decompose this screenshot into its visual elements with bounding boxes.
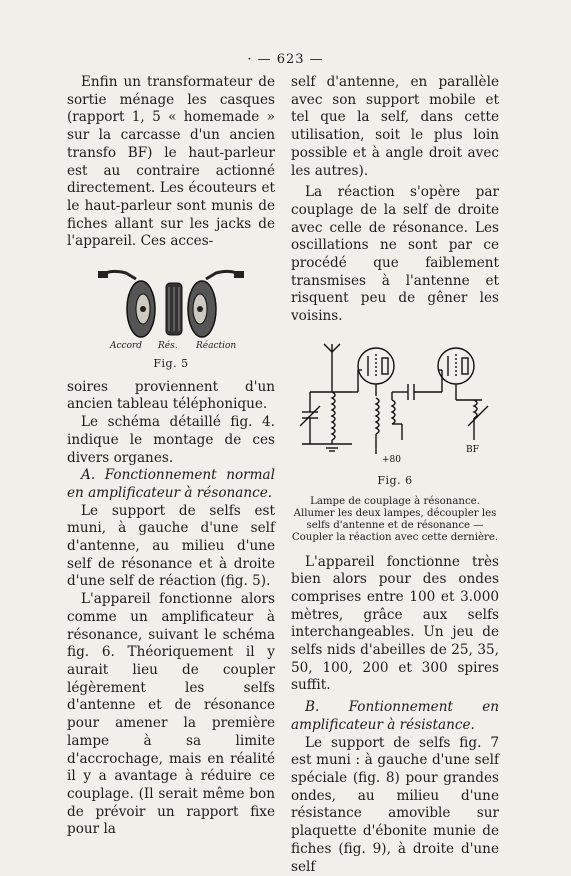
right-column [291, 74, 499, 876]
paragraph: Enfin un transformateur de sortie ménage les casques (rapport 1, 5 « homemade » sur la carcasse d'un ancien transfo BF) le haut-parleur est au contraire actionné directement. Les écouteurs et le haut-parleur sont munis de fiches allant sur les jacks de l'appareil. Ces acces- [67, 74, 275, 250]
caption-line: Allumer les deux lampes, découpler les selfs d'antenne et de résonance — [293, 507, 497, 531]
paragraph: soires proviennent d'un ancien tableau téléphonique. [67, 378, 275, 413]
left-column [67, 74, 275, 839]
page-number: · — 623 — [247, 52, 324, 67]
caption-line: Lampe de couplage à résonance. [310, 495, 480, 507]
fig5-label-reaction: Réaction [196, 341, 237, 352]
circuit-schematic [292, 340, 498, 468]
fig6-label-plus80: +80 [382, 454, 401, 465]
fig5-label-accord: Accord [110, 341, 143, 352]
paragraph: Le schéma détaillé fig. 4. indique le montage de ces divers organes. [67, 414, 275, 466]
section-heading: A. Fonctionnement normal en amplificateur à résonance. [67, 467, 275, 501]
paragraph: Le support de selfs fig. 7 est muni : à gauche d'une self spéciale (fig. 8) pour grandes ondes, au milieu d'une résistance amovible sur plaquette d'ébonite munie de fiches (fig. 9), à droite d'une self [291, 734, 499, 875]
paragraph: Le support de selfs est muni, à gauche d'une self d'antenne, au milieu d'une self de résonance et à droite d'une self de réaction (fig. 5). [67, 502, 275, 590]
figure-5 [67, 265, 275, 373]
caption-line: Coupler la réaction avec cette dernière. [291, 531, 499, 543]
coil-support-illustration [96, 265, 246, 351]
fig6-label-bf: BF [466, 444, 479, 455]
paragraph: L'appareil fonctionne alors comme un amplificateur à résonance, suivant le schéma fig. 6. Théoriquement il y aurait lieu de coupler légèrement les selfs d'antenne et de résonance pour amener la première lampe à sa limite d'accrochage, mais en réalité il y a avantage à réduire ce couplage. (Il serait même bon de prévoir un rapport fixe pour la [67, 591, 275, 838]
paragraph: L'appareil fonctionne très bien alors pour des ondes comprises entre 100 et 3.000 mètres, grâce aux selfs interchangeables. Un jeu de selfs nids d'abeilles de 25, 35, 50, 100, 200 et 300 spires suffit. [291, 553, 499, 694]
fig5-label-res: Rés. [158, 341, 178, 352]
figure-caption: Fig. 6 [377, 473, 413, 487]
paragraph: self d'antenne, en parallèle avec son support mobile et tel que la self, dans cette utilisation, soit le plus loin possible et à angle droit avec les autres). [291, 74, 499, 179]
figure-6 [291, 340, 499, 490]
paragraph: La réaction s'opère par couplage de la self de droite avec celle de résonance. Les oscillations ne sont par ce procédé que faiblement transmises à l'antenne et risquent peu de gêner les voisins. [291, 184, 499, 325]
figure-caption: Fig. 5 [153, 357, 189, 371]
figure-caption-text [291, 496, 499, 544]
section-heading: B. Fontionnement en amplificateur à résistance. [291, 699, 499, 733]
